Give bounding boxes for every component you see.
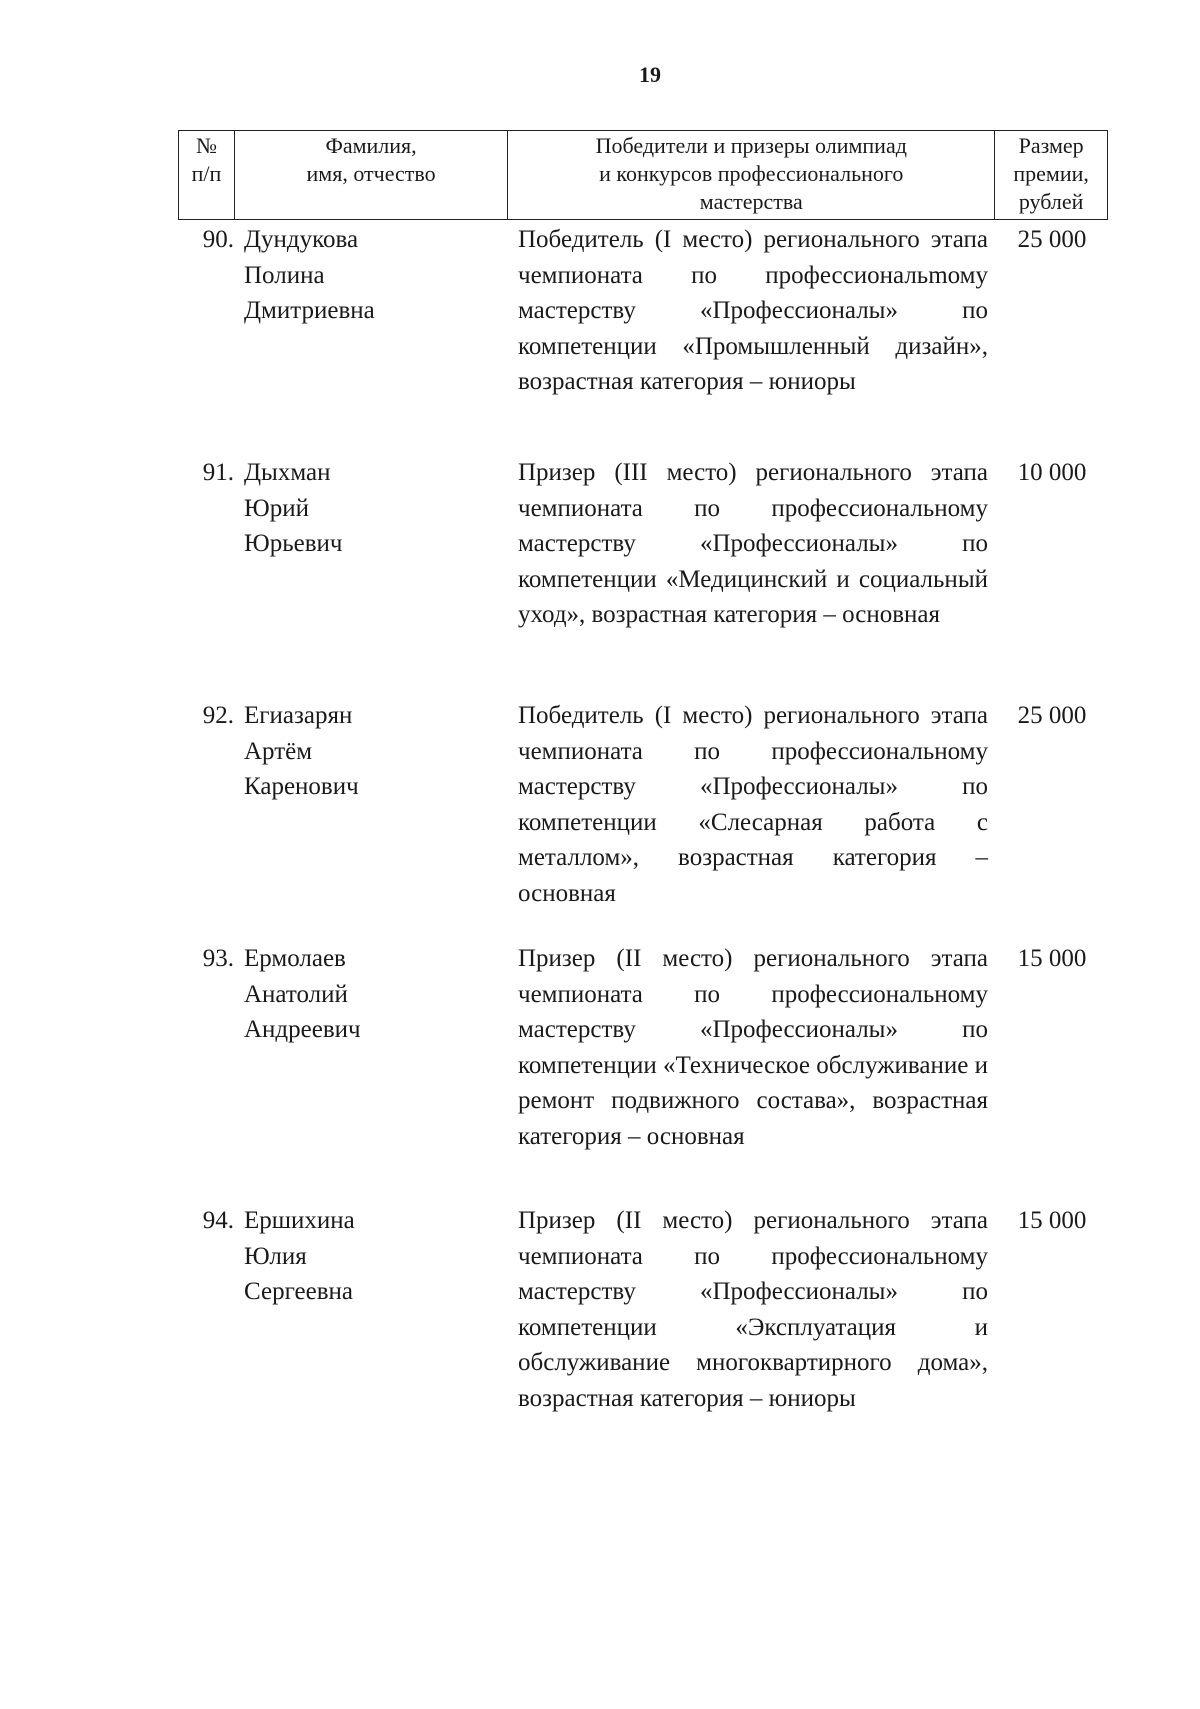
header-prize-line: рублей xyxy=(1018,189,1084,214)
table-row xyxy=(178,222,1108,455)
table-row xyxy=(178,455,1108,698)
row-prize-amount: 25 000 xyxy=(1017,226,1087,253)
header-description-line: мастерства xyxy=(699,189,803,214)
surname: Егиазарян xyxy=(244,702,353,729)
row-full-name xyxy=(234,698,508,941)
row-full-name xyxy=(234,1203,508,1483)
row-number: 94. xyxy=(202,1207,234,1234)
row-number: 93. xyxy=(202,945,234,972)
header-name-line: Фамилия, xyxy=(325,133,417,158)
table-header xyxy=(178,130,1108,220)
row-number: 91. xyxy=(202,459,234,486)
table-row xyxy=(178,698,1108,941)
row-full-name xyxy=(234,455,508,698)
row-prize-amount: 15 000 xyxy=(1017,945,1087,972)
surname: Ермолаев xyxy=(244,945,346,972)
first-name: Юрий xyxy=(244,494,309,522)
page-number: 19 xyxy=(639,62,661,87)
header-description-line: Победители и призеры олимпиад xyxy=(595,133,907,158)
row-prize-amount: 25 000 xyxy=(1017,702,1087,729)
table-row xyxy=(178,941,1108,1203)
patronymic: Андреевич xyxy=(244,1016,361,1043)
surname: Ершихина xyxy=(244,1207,355,1234)
row-number: 90. xyxy=(202,226,234,253)
patronymic: Каренович xyxy=(244,773,359,800)
row-achievement: Победитель (I место) регионального этапа чемпионата по профессиональному мастерству «Профессионалы» по компетенции «Слесарная работа с металлом», возрастная категория – основная xyxy=(518,702,988,907)
table-row xyxy=(178,1203,1108,1483)
header-prize-line: премии, xyxy=(1013,161,1089,186)
first-name: Артём xyxy=(244,737,313,765)
patronymic: Дмитриевна xyxy=(244,297,375,324)
row-achievement: Призер (III место) регионального этапа чемпионата по профессиональному мастерству «Профессионалы» по компетенции «Медицинский и социальный уход», возрастная категория – основная xyxy=(518,459,988,628)
header-prize-column xyxy=(995,131,1107,219)
header-number-column xyxy=(179,131,235,219)
surname: Дыхман xyxy=(244,459,331,486)
row-full-name xyxy=(234,222,508,455)
header-name-line: имя, отчество xyxy=(306,161,436,186)
header-prize-line: Размер xyxy=(1018,133,1084,158)
header-description-column xyxy=(508,131,995,219)
row-prize-amount: 10 000 xyxy=(1017,459,1087,486)
first-name: Юлия xyxy=(244,1242,307,1270)
surname: Дундукова xyxy=(244,226,359,253)
table-body xyxy=(178,222,1108,1483)
row-number: 92. xyxy=(202,702,234,729)
header-number-line: п/п xyxy=(191,161,222,186)
first-name: Полина xyxy=(244,261,325,289)
header-description-line: и конкурсов профессионального xyxy=(599,161,904,186)
row-achievement: Призер (II место) регионального этапа чемпионата по профессиональному мастерству «Профессионалы» по компетенции «Эксплуатация и обслуживание многоквартирного дома», возрастная категория – юниоры xyxy=(518,1207,988,1412)
header-number-line: № xyxy=(195,133,217,158)
row-achievement: Призер (II место) регионального этапа чемпионата по профессиональному мастерству «Профессионалы» по компетенции «Техническое обслуживание и ремонт подвижного состава», возрастная категория – основная xyxy=(518,945,988,1150)
header-name-column xyxy=(235,131,508,219)
first-name: Анатолий xyxy=(244,980,348,1008)
patronymic: Сергеевна xyxy=(244,1278,353,1305)
row-achievement: Победитель (I место) регионального этапа чемпионата по профессиональmому мастерству «Профессионалы» по компетенции «Промышленный дизайн», возрастная категория – юниоры xyxy=(518,226,988,395)
row-prize-amount: 15 000 xyxy=(1017,1207,1087,1234)
patronymic: Юрьевич xyxy=(244,530,343,557)
row-full-name xyxy=(234,941,508,1203)
